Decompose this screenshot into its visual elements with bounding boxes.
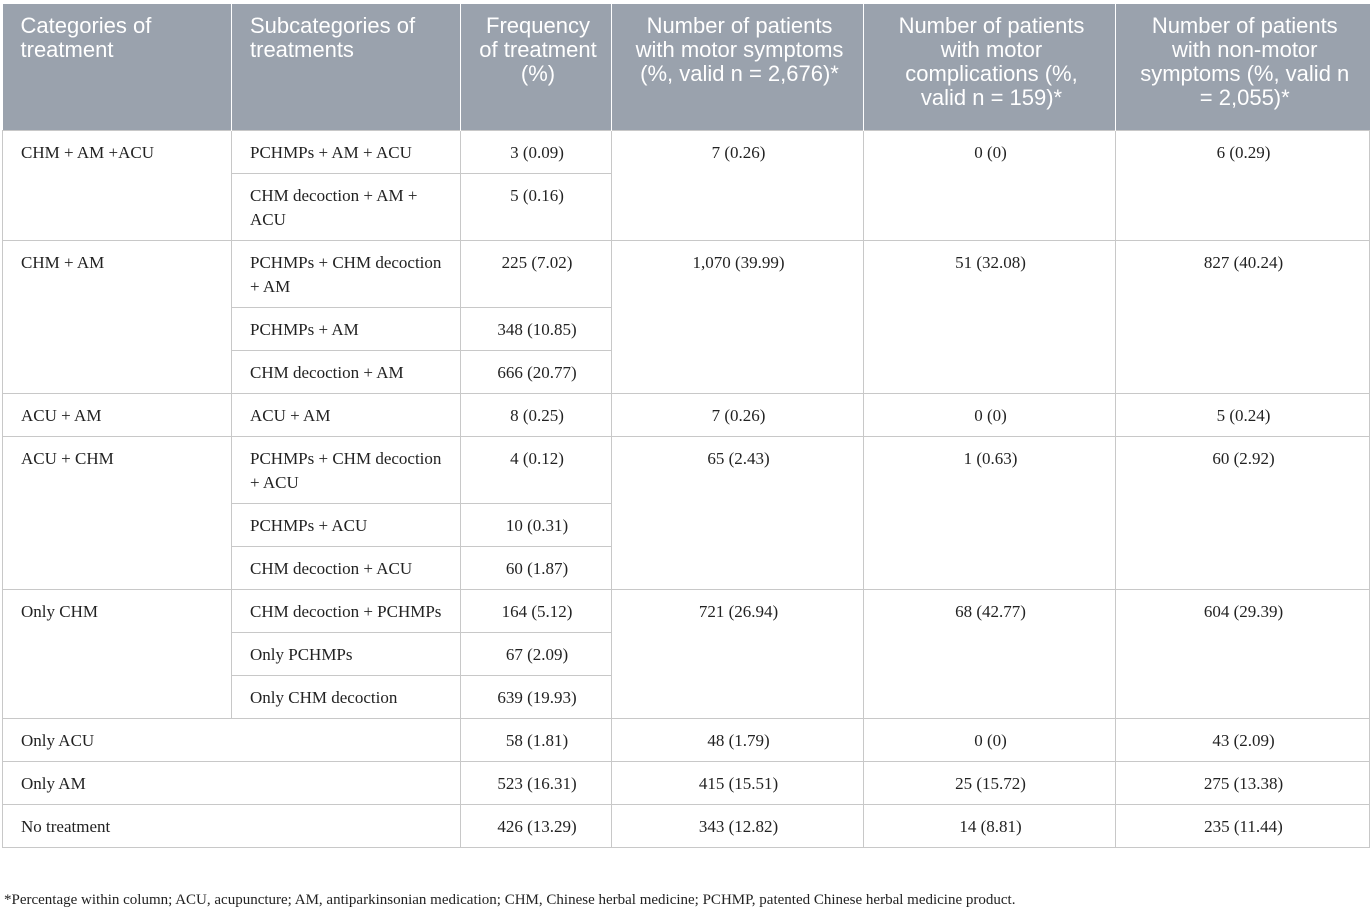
frequency-cell: 60 (1.87)	[461, 546, 612, 589]
header-motor: Number of patients with motor symptoms (%, valid n = 2,676)*	[612, 4, 864, 130]
header-subcategory: Subcategories of treatments	[232, 4, 461, 130]
frequency-cell: 67 (2.09)	[461, 632, 612, 675]
complications-cell: 0 (0)	[864, 718, 1116, 761]
complications-cell: 51 (32.08)	[864, 240, 1116, 393]
frequency-cell: 639 (19.93)	[461, 675, 612, 718]
table-row	[3, 761, 1370, 804]
frequency-cell: 164 (5.12)	[461, 589, 612, 632]
subcategory-cell: ACU + AM	[232, 393, 461, 436]
header-category: Categories of treatment	[3, 4, 232, 130]
complications-cell: 14 (8.81)	[864, 804, 1116, 847]
motor-cell: 7 (0.26)	[612, 393, 864, 436]
motor-cell: 65 (2.43)	[612, 436, 864, 589]
motor-cell: 721 (26.94)	[612, 589, 864, 718]
table-row	[3, 436, 1370, 503]
complications-cell: 68 (42.77)	[864, 589, 1116, 718]
subcategory-cell: PCHMPs + CHM decoction + ACU	[232, 436, 461, 503]
category-cell: ACU + CHM	[3, 436, 232, 589]
subcategory-cell: PCHMPs + AM	[232, 307, 461, 350]
nonmotor-cell: 235 (11.44)	[1116, 804, 1370, 847]
complications-cell: 0 (0)	[864, 130, 1116, 240]
subcategory-cell: Only PCHMPs	[232, 632, 461, 675]
frequency-cell: 10 (0.31)	[461, 503, 612, 546]
nonmotor-cell: 6 (0.29)	[1116, 130, 1370, 240]
motor-cell: 48 (1.79)	[612, 718, 864, 761]
subcategory-cell: CHM decoction + AM	[232, 350, 461, 393]
table-row	[3, 130, 1370, 173]
complications-cell: 25 (15.72)	[864, 761, 1116, 804]
motor-cell: 415 (15.51)	[612, 761, 864, 804]
header-complications: Number of patients with motor complications (%, valid n = 159)*	[864, 4, 1116, 130]
category-cell: CHM + AM +ACU	[3, 130, 232, 240]
table-row	[3, 240, 1370, 307]
nonmotor-cell: 275 (13.38)	[1116, 761, 1370, 804]
frequency-cell: 8 (0.25)	[461, 393, 612, 436]
frequency-cell: 225 (7.02)	[461, 240, 612, 307]
category-cell: CHM + AM	[3, 240, 232, 393]
table-row	[3, 393, 1370, 436]
frequency-cell: 666 (20.77)	[461, 350, 612, 393]
nonmotor-cell: 60 (2.92)	[1116, 436, 1370, 589]
frequency-cell: 5 (0.16)	[461, 173, 612, 240]
table-row	[3, 804, 1370, 847]
category-cell: No treatment	[3, 804, 461, 847]
subcategory-cell: CHM decoction + ACU	[232, 546, 461, 589]
motor-cell: 7 (0.26)	[612, 130, 864, 240]
motor-cell: 343 (12.82)	[612, 804, 864, 847]
header-row	[3, 4, 1370, 130]
nonmotor-cell: 43 (2.09)	[1116, 718, 1370, 761]
frequency-cell: 4 (0.12)	[461, 436, 612, 503]
table-row	[3, 718, 1370, 761]
frequency-cell: 523 (16.31)	[461, 761, 612, 804]
treatment-table	[2, 4, 1370, 848]
frequency-cell: 3 (0.09)	[461, 130, 612, 173]
table-row	[3, 589, 1370, 632]
header-frequency: Frequency of treatment (%)	[461, 4, 612, 130]
frequency-cell: 58 (1.81)	[461, 718, 612, 761]
subcategory-cell: PCHMPs + CHM decoction + AM	[232, 240, 461, 307]
subcategory-cell: PCHMPs + AM + ACU	[232, 130, 461, 173]
category-cell: ACU + AM	[3, 393, 232, 436]
category-cell: Only CHM	[3, 589, 232, 718]
nonmotor-cell: 604 (29.39)	[1116, 589, 1370, 718]
footnote: *Percentage within column; ACU, acupuncture; AM, antiparkinsonian medication; CHM, Chinese herbal medicine; PCHMP, patented Chinese herbal medicine product.	[4, 892, 1016, 908]
nonmotor-cell: 827 (40.24)	[1116, 240, 1370, 393]
header-nonmotor: Number of patients with non-motor symptoms (%, valid n = 2,055)*	[1116, 4, 1370, 130]
complications-cell: 0 (0)	[864, 393, 1116, 436]
frequency-cell: 348 (10.85)	[461, 307, 612, 350]
subcategory-cell: CHM decoction + AM + ACU	[232, 173, 461, 240]
motor-cell: 1,070 (39.99)	[612, 240, 864, 393]
subcategory-cell: CHM decoction + PCHMPs	[232, 589, 461, 632]
frequency-cell: 426 (13.29)	[461, 804, 612, 847]
category-cell: Only ACU	[3, 718, 461, 761]
nonmotor-cell: 5 (0.24)	[1116, 393, 1370, 436]
category-cell: Only AM	[3, 761, 461, 804]
subcategory-cell: Only CHM decoction	[232, 675, 461, 718]
complications-cell: 1 (0.63)	[864, 436, 1116, 589]
subcategory-cell: PCHMPs + ACU	[232, 503, 461, 546]
